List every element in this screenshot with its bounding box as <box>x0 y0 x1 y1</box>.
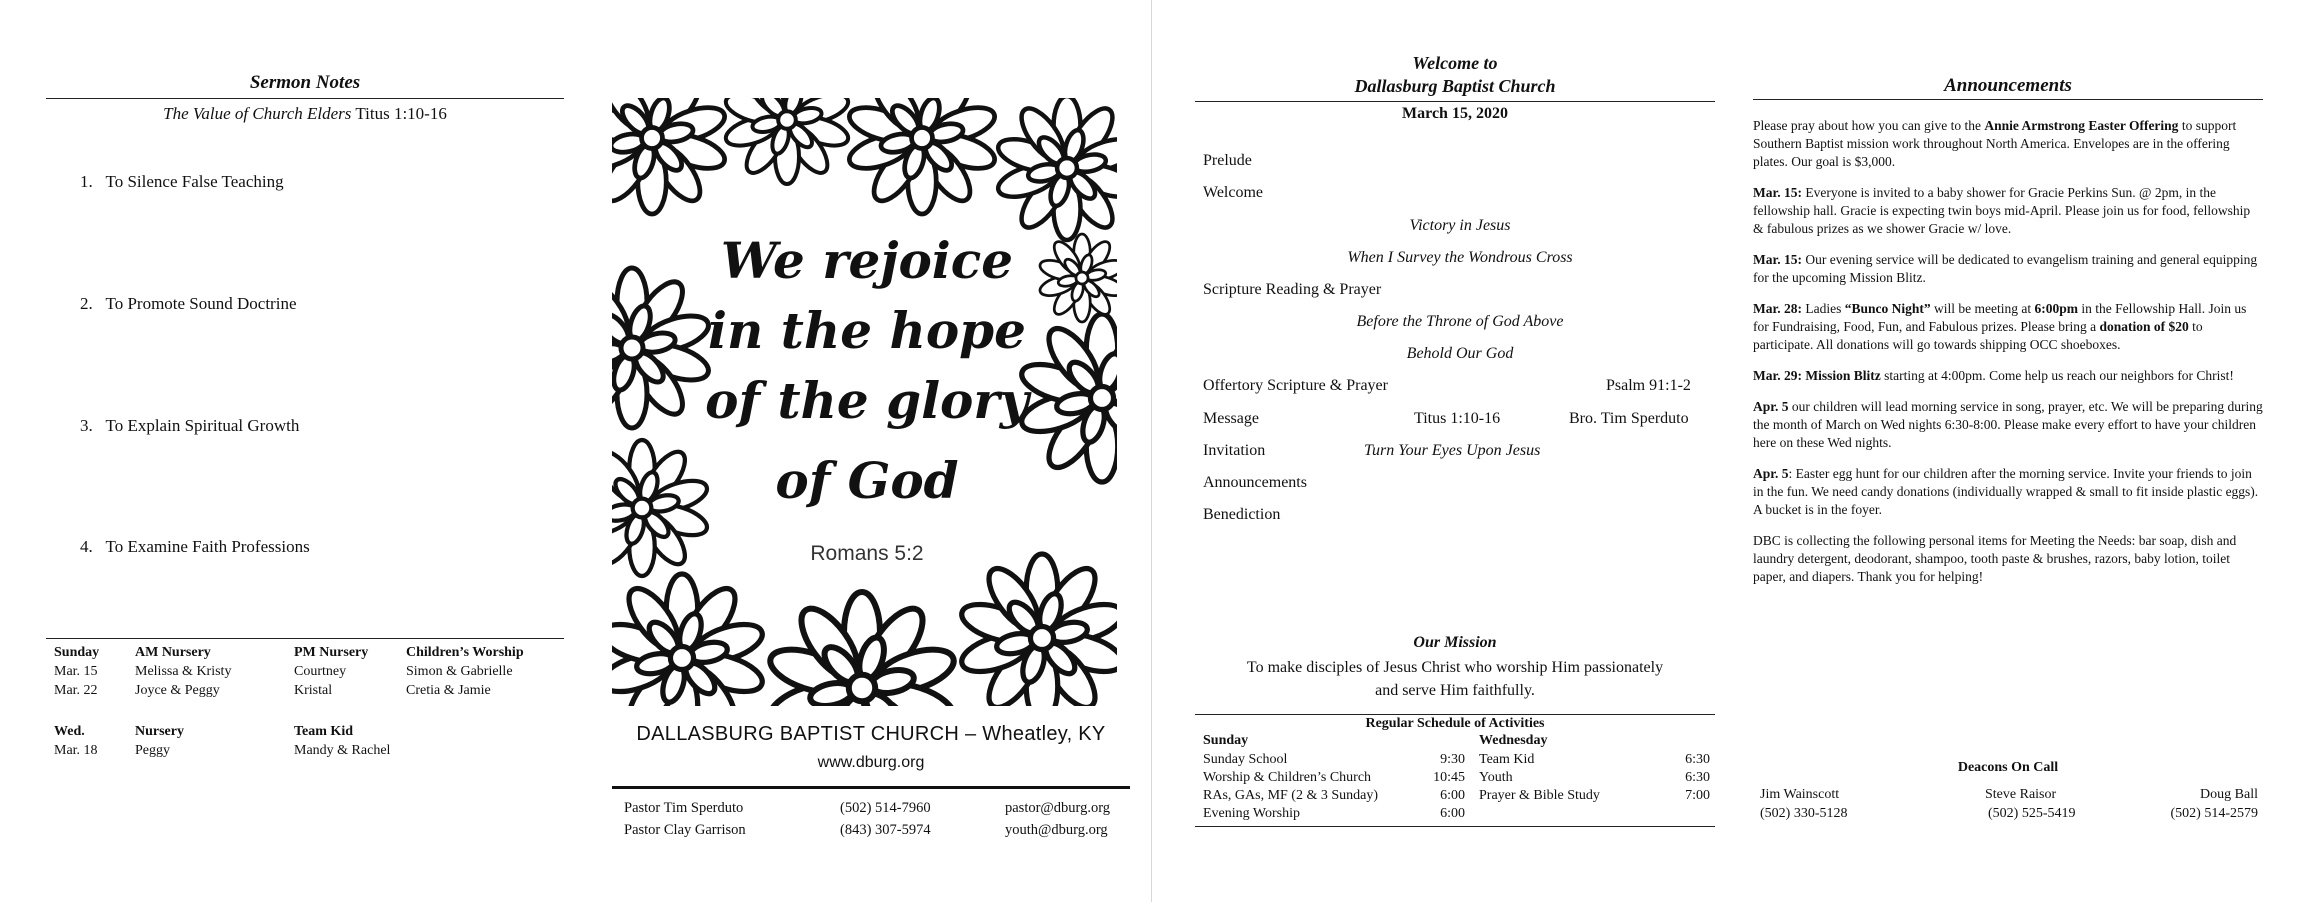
announcement-item <box>1753 251 2263 287</box>
divider <box>612 786 1130 789</box>
hymn-title: When I Survey the Wondrous Cross <box>1347 249 1573 266</box>
announcement-text: to participate. All donations will go towards shipping OCC shoeboxes. <box>1753 319 2203 352</box>
table-cell: Kristal <box>294 683 333 698</box>
announcement-text: will be meeting at <box>1930 301 2035 316</box>
announcement-item <box>1753 398 2263 452</box>
mission-title: Our Mission <box>1413 634 1497 651</box>
verse-line: of the glory <box>705 371 1029 430</box>
verse-line: We rejoice <box>720 231 1014 290</box>
announcement-text: : Easter egg hunt for our children after the morning service. Invite your friends to join in the fun. We need candy donations (individually wrapped & small to fit inside plastic eggs). A bucket is in the foyer. <box>1753 466 2259 517</box>
table-header-row <box>54 722 444 741</box>
table-cell: Peggy <box>135 743 170 758</box>
table-cell: Mar. 22 <box>54 683 98 698</box>
schedule-time: 6:00 <box>1440 806 1465 821</box>
schedule-activity: Team Kid <box>1479 752 1535 767</box>
divider <box>1195 101 1715 102</box>
announcement-item <box>1753 465 2263 519</box>
table-header: Team Kid <box>294 724 353 739</box>
order-item: Prelude <box>1203 152 1252 169</box>
announcement-text: Please pray about how you can give to the <box>1753 118 1985 133</box>
table-cell: Courtney <box>294 664 347 679</box>
announcement-text: starting at 4:00pm. Come help us reach our neighbors for Christ! <box>1880 368 2234 383</box>
table-header: Children’s Worship <box>406 645 524 660</box>
table-cell: Melissa & Kristy <box>135 664 232 679</box>
schedule-time: 7:00 <box>1685 788 1710 803</box>
table-row <box>54 741 444 760</box>
announcement-date: Mar. 15: <box>1753 185 1802 200</box>
schedule-activity: Sunday School <box>1203 752 1288 767</box>
church-name: DALLASBURG BAPTIST CHURCH – Wheatley, KY <box>636 723 1106 745</box>
mission-statement: and serve Him faithfully. <box>1375 682 1535 699</box>
announcement-text: Ladies <box>1802 301 1845 316</box>
schedule-title: Regular Schedule of Activities <box>1365 716 1545 731</box>
sermon-reference: Titus 1:10-16 <box>355 104 447 123</box>
schedule-time: 6:30 <box>1685 770 1710 785</box>
announcement-highlight: 6:00pm <box>2034 301 2079 316</box>
schedule-activity: RAs, GAs, MF (2 & 3 Sunday) <box>1203 788 1379 803</box>
contact-phone: (843) 307-5974 <box>840 822 931 838</box>
schedule-time: 6:00 <box>1440 788 1465 803</box>
schedule-time: 10:45 <box>1433 770 1465 785</box>
deacon-name: Jim Wainscott <box>1760 787 1840 802</box>
schedule-header: Wednesday <box>1479 733 1548 748</box>
divider <box>1195 714 1715 715</box>
divider <box>46 638 564 639</box>
table-cell: Joyce & Peggy <box>135 683 220 698</box>
scripture-reference: Titus 1:10-16 <box>1414 410 1501 427</box>
announcement-date: Mar. 28: <box>1753 301 1802 316</box>
table-header: Nursery <box>135 724 184 739</box>
announcements-title: Announcements <box>1944 75 2072 96</box>
schedule-activity: Worship & Children’s Church <box>1203 770 1372 785</box>
table-header: Sunday <box>54 645 100 660</box>
sermon-title: The Value of Church Elders <box>163 104 352 123</box>
contact-email[interactable]: youth@dburg.org <box>1005 822 1108 838</box>
verse-line: in the hope <box>708 301 1026 360</box>
deacon-name: Doug Ball <box>2200 787 2258 802</box>
announcement-highlight: “Bunco Night” <box>1844 301 1931 316</box>
announcement-item <box>1753 117 2263 171</box>
table-row <box>54 681 566 700</box>
order-item: Benediction <box>1203 506 1281 523</box>
divider <box>46 98 564 99</box>
schedule-activity: Youth <box>1479 770 1513 785</box>
announcement-item <box>1753 184 2263 238</box>
schedule-time: 9:30 <box>1440 752 1465 767</box>
deacon-phone: (502) 330-5128 <box>1760 806 1848 821</box>
order-item: Message <box>1203 410 1259 427</box>
table-cell: Mar. 15 <box>54 664 98 679</box>
contact-email[interactable]: pastor@dburg.org <box>1005 800 1111 816</box>
contact-name: Pastor Clay Garrison <box>624 822 746 838</box>
announcement-item <box>1753 367 2263 385</box>
order-item: Scripture Reading & Prayer <box>1203 281 1382 298</box>
announcement-highlight: donation of $20 <box>2099 319 2189 334</box>
announcement-date: Mar. 29: Mission Blitz <box>1753 368 1881 383</box>
table-row <box>54 662 566 681</box>
hymn-title: Turn Your Eyes Upon Jesus <box>1364 442 1541 459</box>
left-page <box>0 0 1152 902</box>
sermon-notes-title: Sermon Notes <box>249 72 361 93</box>
table-cell: Mandy & Rachel <box>294 743 391 758</box>
order-item: Announcements <box>1203 474 1307 491</box>
table-header: PM Nursery <box>294 645 369 660</box>
sermon-point: 2. To Promote Sound Doctrine <box>80 294 297 313</box>
floral-cover-illustration <box>612 98 1117 706</box>
nursery-schedule-wednesday <box>54 722 444 760</box>
sermon-notes-subtitle <box>46 104 564 124</box>
verse-reference: Romans 5:2 <box>810 542 924 565</box>
announcement-date: Apr. 5 <box>1753 399 1789 414</box>
church-heading: Dallasburg Baptist Church <box>1354 76 1556 96</box>
schedule-activity: Prayer & Bible Study <box>1479 788 1600 803</box>
table-header: AM Nursery <box>135 645 211 660</box>
announcement-text: Everyone is invited to a baby shower for Gracie Perkins Sun. @ 2pm, in the fellowship hall. Gracie is expecting twin boys mid-April. Please join us for food, fellowship & fabulous prizes as we shower Gracie w/ love. <box>1753 185 2251 236</box>
table-cell: Mar. 18 <box>54 743 98 758</box>
announcements-list <box>1753 117 2263 599</box>
table-header-row <box>54 643 566 662</box>
announcement-item <box>1753 300 2263 354</box>
announcement-date: Apr. 5 <box>1753 466 1789 481</box>
table-header: Wed. <box>54 724 85 739</box>
sermon-point: 3. To Explain Spiritual Growth <box>80 416 300 435</box>
order-item: Invitation <box>1203 442 1266 459</box>
speaker: Bro. Tim Sperduto <box>1569 410 1689 427</box>
order-item: Offertory Scripture & Prayer <box>1203 377 1388 394</box>
hymn-title: Before the Throne of God Above <box>1356 313 1564 330</box>
sermon-point: 4. To Examine Faith Professions <box>80 537 310 556</box>
divider <box>1195 826 1715 827</box>
contact-phone: (502) 514-7960 <box>840 800 931 816</box>
schedule-activity: Evening Worship <box>1203 806 1300 821</box>
welcome-line: Welcome to <box>1412 53 1498 73</box>
table-cell: Cretia & Jamie <box>406 683 491 698</box>
divider <box>1753 99 2263 100</box>
order-item: Welcome <box>1203 184 1264 201</box>
sermon-point: 1. To Silence False Teaching <box>80 172 284 191</box>
deacons-title: Deacons On Call <box>1957 760 2059 775</box>
announcement-text: our children will lead morning service in song, prayer, etc. We will be preparing during the month of March on Wed nights 6:30-8:00. Please make every effort to have your children here on these Wed nights. <box>1753 399 2263 450</box>
hymn-title: Victory in Jesus <box>1409 217 1511 234</box>
deacon-phone: (502) 525-5419 <box>1988 806 2076 821</box>
announcement-item <box>1753 532 2263 586</box>
service-date: March 15, 2020 <box>1402 105 1508 122</box>
verse-line: of God <box>775 451 959 510</box>
scripture-reference: Psalm 91:1-2 <box>1606 377 1691 394</box>
deacon-name: Steve Raisor <box>1985 787 2057 802</box>
church-website-link[interactable]: www.dburg.org <box>817 754 925 771</box>
nursery-schedule-sunday <box>54 643 566 700</box>
schedule-header: Sunday <box>1203 733 1249 748</box>
announcement-highlight: Annie Armstrong Easter Offering <box>1984 118 2179 133</box>
deacon-phone: (502) 514-2579 <box>2170 806 2258 821</box>
announcement-text: in the Fellowship Hall. Join us for Fundraising, Food, Fun, and Fabulous prizes. Please bring a <box>1753 301 2247 334</box>
announcement-text: to support Southern Baptist mission work throughout North America. Envelopes are in the offering plates. Our goal is $3,000. <box>1753 118 2237 169</box>
table-cell: Simon & Gabrielle <box>406 664 513 679</box>
contact-name: Pastor Tim Sperduto <box>624 800 744 816</box>
announcement-date: Mar. 15: <box>1753 252 1802 267</box>
mission-statement: To make disciples of Jesus Christ who worship Him passionately <box>1246 659 1664 676</box>
schedule-time: 6:30 <box>1685 752 1710 767</box>
hymn-title: Behold Our God <box>1406 345 1514 362</box>
announcement-text: Our evening service will be dedicated to evangelism training and general equipping for the upcoming Mission Blitz. <box>1753 252 2258 285</box>
announcement-text: DBC is collecting the following personal items for Meeting the Needs: bar soap, dish and laundry detergent, deodorant, shampoo, tooth paste & brushes, razors, baby lotion, toilet paper, and diapers. Thank you for helping! <box>1753 533 2237 584</box>
